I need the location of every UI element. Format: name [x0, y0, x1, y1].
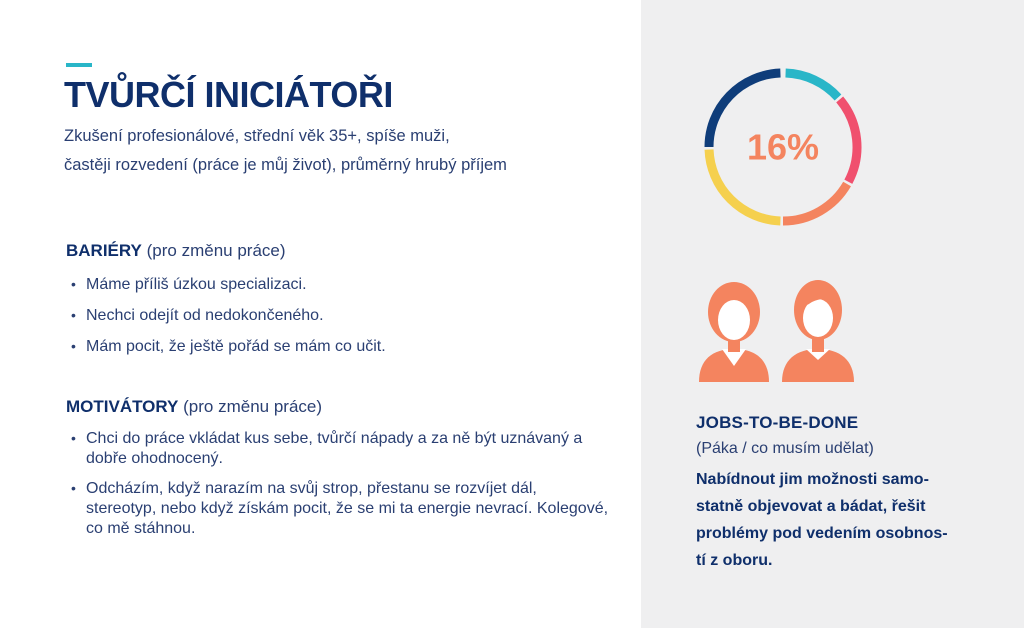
barriers-heading-note: (pro změnu práce)	[146, 241, 286, 260]
percent-donut-chart	[701, 65, 865, 229]
list-item-text: Nechci odejít od nedokončeného.	[86, 307, 324, 324]
woman-icon	[699, 282, 769, 382]
donut-segment	[786, 73, 838, 97]
jtbd-text-line: tí z oboru.	[696, 552, 773, 569]
jtbd-subtitle: (Páka / co musím udělat)	[696, 440, 874, 457]
subtitle-line: Zkušení profesionálové, střední věk 35+, spíše muži,	[64, 127, 450, 145]
jtbd-title: JOBS-TO-BE-DONE	[696, 413, 859, 432]
bullet-icon: •	[71, 430, 76, 446]
list-item	[70, 479, 610, 539]
subtitle-line: častěji rozvedení (práce je můj život), průměrný hrubý příjem	[64, 156, 507, 174]
barriers-heading-label: BARIÉRY	[66, 241, 142, 260]
donut-segment	[840, 99, 857, 181]
bullet-icon: •	[71, 338, 76, 354]
list-item	[70, 305, 590, 336]
motivators-list	[70, 429, 610, 549]
list-item-text: Odcházím, když narazím na svůj strop, přestanu se rozvíjet dál, stereotyp, nebo když získám pocit, že se mi ta energie nevrací. Kolegové, co mě stáhnou.	[86, 480, 609, 537]
list-item	[70, 274, 590, 305]
jtbd-text-line: problémy pod vedením osobnos-	[696, 525, 948, 542]
list-item	[70, 336, 590, 367]
motivators-heading-label: MOTIVÁTORY	[66, 397, 179, 416]
donut-percent-label: 16%	[746, 126, 820, 168]
barriers-heading	[66, 241, 286, 261]
man-icon	[782, 280, 854, 382]
page-subtitle	[64, 122, 507, 180]
jtbd-text-line: Nabídnout jim možnosti samo-	[696, 471, 929, 488]
persons-illustration	[694, 272, 864, 382]
jtbd-text	[696, 466, 996, 574]
motivators-heading-note: (pro změnu práce)	[183, 397, 323, 416]
title-accent-bar	[66, 63, 92, 67]
list-item	[70, 429, 610, 469]
list-item-text: Máme příliš úzkou specializaci.	[86, 276, 307, 293]
bullet-icon: •	[71, 480, 76, 496]
bullet-icon: •	[71, 276, 76, 292]
barriers-list	[70, 274, 590, 367]
list-item-text: Chci do práce vkládat kus sebe, tvůrčí nápady a za ně být uznávaný a dobře ohodnocený.	[86, 430, 583, 467]
bullet-icon: •	[71, 307, 76, 323]
donut-segment	[783, 184, 847, 221]
jtbd-text-line: statně objevovat a bádat, řešit	[696, 498, 926, 515]
motivators-heading	[66, 397, 322, 417]
list-item-text: Mám pocit, že ještě pořád se mám co učit.	[86, 338, 386, 355]
page-title: TVŮRČÍ INICIÁTOŘI	[64, 74, 393, 115]
